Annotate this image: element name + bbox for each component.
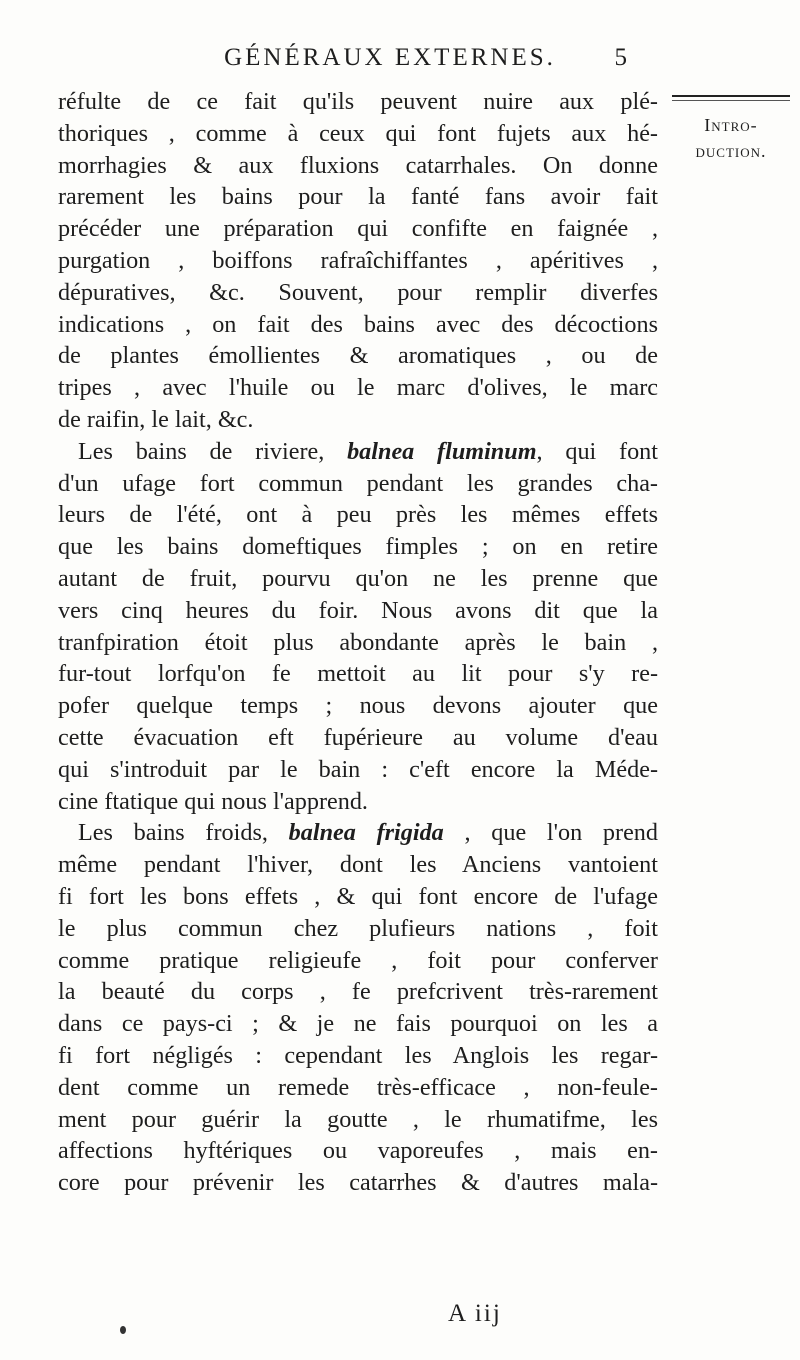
latin-term: balnea frigida <box>288 819 444 847</box>
text-line: comme pratique religieufe , foit pour conferver <box>58 946 658 974</box>
text-line: fi fort les bons effets , & qui font encore de l'ufage <box>58 882 658 910</box>
text-line <box>58 436 658 468</box>
text-run: , que l'on prend <box>443 819 658 847</box>
body-text <box>58 86 658 1199</box>
text-line: pofer quelque temps ; nous devons ajouter que <box>58 692 658 720</box>
text-line: affections hyftériques ou vaporeufes , mais en- <box>58 1137 658 1165</box>
signature-mark: A iij <box>448 1300 502 1327</box>
margin-note <box>662 112 800 164</box>
text-line: dans ce pays-ci ; & je ne fais pourquoi on les a <box>58 1010 658 1038</box>
text-line: leurs de l'été, ont à peu près les mêmes effets <box>58 501 658 529</box>
text-line: cine ftatique qui nous l'apprend. <box>58 787 368 815</box>
text-line: la beauté du corps , fe prefcrivent très-rarement <box>58 978 658 1006</box>
margin-note-line-2: duction. <box>695 141 767 161</box>
text-line <box>58 817 658 849</box>
text-line: rarement les bains pour la fanté fans avoir fait <box>58 183 658 211</box>
text-line: que les bains domeftiques fimples ; on en retire <box>58 533 658 561</box>
text-run: Les bains de riviere, <box>78 437 348 465</box>
text-line: tranfpiration étoit plus abondante après le bain , <box>58 628 658 656</box>
text-line: de raifin, le lait, &c. <box>58 405 254 433</box>
page-number: 5 <box>614 44 630 71</box>
text-line: qui s'introduit par le bain : c'eft encore la Méde- <box>58 755 658 783</box>
text-line: de plantes émollientes & aromatiques , ou de <box>58 342 658 370</box>
text-run: Les bains froids, <box>78 819 289 847</box>
running-head-title: GÉNÉRAUX EXTERNES. <box>224 44 556 71</box>
latin-term: balnea fluminum <box>347 437 537 465</box>
text-line: tripes , avec l'huile ou le marc d'olives, le marc <box>58 374 658 402</box>
text-line: core pour prévenir les catarrhes & d'autres mala- <box>58 1169 658 1197</box>
margin-rule <box>672 95 790 101</box>
text-line: thoriques , comme à ceux qui font fujets aux hé- <box>58 119 658 147</box>
text-line: fi fort négligés : cependant les Anglois les regar- <box>58 1041 658 1069</box>
text-line: purgation , boiffons rafraîchiffantes , apéritives , <box>58 246 658 274</box>
text-line: indications , on fait des bains avec des décoctions <box>58 310 658 338</box>
text-line: dépuratives, &c. Souvent, pour remplir diverfes <box>58 278 658 306</box>
text-line: vers cinq heures du foir. Nous avons dit que la <box>58 596 658 624</box>
text-line: le plus commun chez plufieurs nations , foit <box>58 914 658 942</box>
running-head <box>150 44 630 72</box>
text-line: cette évacuation eft fupérieure au volume d'eau <box>58 723 658 751</box>
text-line: ment pour guérir la goutte , le rhumatifme, les <box>58 1105 658 1133</box>
text-line: autant de fruit, pourvu qu'on ne les prenne que <box>58 564 658 592</box>
text-line: réfulte de ce fait qu'ils peuvent nuire aux plé- <box>58 88 658 115</box>
ink-speck <box>120 1326 126 1334</box>
text-line: morrhagies & aux fluxions catarrhales. On donne <box>58 151 658 179</box>
text-line: fur-tout lorfqu'on fe mettoit au lit pour s'y re- <box>58 660 658 688</box>
text-run: , qui font <box>536 437 658 465</box>
text-line: précéder une préparation qui confifte en faignée , <box>58 215 658 243</box>
text-line: d'un ufage fort commun pendant les grandes cha- <box>58 469 658 497</box>
text-line: dent comme un remede très-efficace , non-feule- <box>58 1073 658 1101</box>
margin-note-line-1: Intro- <box>704 115 758 135</box>
text-line: même pendant l'hiver, dont les Anciens vantoient <box>58 851 658 879</box>
